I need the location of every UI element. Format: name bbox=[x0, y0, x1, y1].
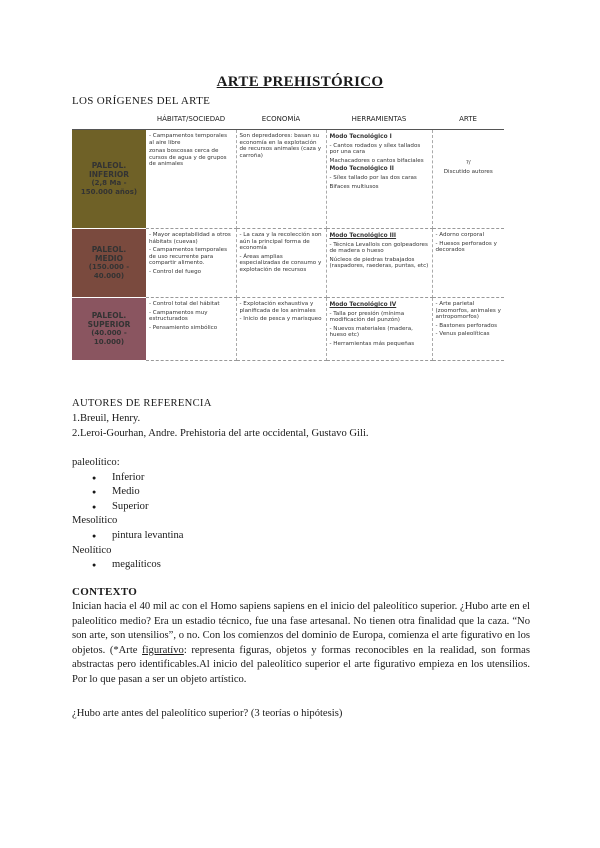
list-item: - Cantos rodados y sílex tallados por una cara bbox=[329, 142, 421, 156]
list-item: ● Inferior bbox=[92, 471, 183, 486]
figurativo-term: figuratívo bbox=[142, 644, 184, 656]
outline-paleolitico: paleolítico: bbox=[72, 457, 120, 468]
tech-mode-label: Modo Tecnológico I bbox=[329, 134, 392, 140]
period-sub: INFERIOR bbox=[88, 169, 130, 179]
header-blank bbox=[72, 108, 146, 130]
list-item: - Nuevos materiales (madera, hueso etc) bbox=[329, 325, 413, 339]
list-item: ● pintura levantina bbox=[92, 529, 183, 544]
list-item: - Mayor aceptabilidad a otros hábitats (cuevas) bbox=[149, 232, 231, 245]
list-item: Núcleos de piedras trabajados (raspadores, raederas, puntas, etc) bbox=[329, 256, 429, 270]
list-item: - Huesos perforados y decorados bbox=[435, 240, 497, 254]
list-item: - La caza y la recolección son aún la principal forma de economía bbox=[239, 232, 322, 252]
arte-cell bbox=[432, 298, 504, 361]
list-item: - Campamentos temporales de uso recurrente para compartir alimento. bbox=[149, 247, 227, 267]
table-header-row bbox=[72, 108, 504, 130]
header-arte: ARTE bbox=[432, 108, 504, 130]
list-item: - Inicio de pesca y marisqueo bbox=[239, 316, 322, 323]
list-item: - Campamentos temporales al aire libre bbox=[149, 133, 227, 146]
table-row bbox=[72, 298, 504, 361]
list-item: - Arte parietal (zoomorfos, animales y antropomorfos) bbox=[435, 301, 501, 321]
period-name: PALEOL. bbox=[91, 161, 127, 170]
reference-item: 2.Leroi-Gourhan, Andre. Prehistoria del arte occidental, Gustavo Gili. bbox=[72, 428, 369, 439]
references-heading: AUTORES DE REFERENCIA bbox=[72, 398, 212, 409]
herramientas-cell bbox=[326, 298, 432, 361]
references-list bbox=[72, 411, 369, 441]
period-cell bbox=[72, 298, 146, 361]
habitat-cell bbox=[146, 298, 236, 361]
list-item: - Campamentos muy estructurados bbox=[149, 309, 208, 323]
arte-cell bbox=[432, 229, 504, 298]
period-name: PALEOL. bbox=[91, 245, 127, 254]
period-range: (150.000 - 40.000) bbox=[88, 263, 130, 280]
list-item: - Venus paleolíticas bbox=[435, 331, 490, 338]
list-item: Son depredadores: basan su economía en la explotación de recursos animales (caza y carroña) bbox=[239, 133, 322, 159]
tech-mode-label: Modo Tecnológico III bbox=[329, 233, 397, 239]
list-item: ● megalíticos bbox=[92, 558, 183, 573]
table-row bbox=[72, 130, 504, 229]
list-item: - Explotación exhaustiva y planificada de los animales bbox=[239, 301, 316, 314]
list-item: - Talla por presión (mínima modificación del punzón) bbox=[329, 310, 405, 324]
list-item: - Herramientas más pequeñas bbox=[329, 340, 415, 347]
period-range: (2,8 Ma - 150.000 años) bbox=[80, 179, 138, 196]
economia-cell bbox=[236, 298, 326, 361]
list-item: - Control total del hábitat bbox=[149, 301, 220, 307]
herramientas-cell bbox=[326, 130, 432, 229]
list-item: Bifaces multiusos bbox=[329, 183, 379, 190]
period-cell bbox=[72, 130, 146, 229]
section-heading-origins: LOS ORÍGENES DEL ARTE bbox=[72, 95, 211, 107]
list-item: Discutido autores bbox=[443, 168, 493, 175]
outline-neolitico: Neolítico bbox=[72, 544, 112, 556]
list-item: - Adorno corporal bbox=[435, 232, 484, 238]
reference-item: 1.Breuil, Henry. bbox=[72, 413, 141, 424]
arte-cell bbox=[432, 130, 504, 229]
list-item: - Áreas amplias especializadas de consumo y explotación de recursos bbox=[239, 253, 322, 273]
list-item: - Pensamiento simbólico bbox=[149, 324, 218, 331]
period-cell bbox=[72, 229, 146, 298]
herramientas-cell bbox=[326, 229, 432, 298]
period-name: PALEOL. bbox=[91, 311, 127, 320]
list-item: - Control del fuego bbox=[149, 268, 202, 275]
period-range: (40.000 - 10.000) bbox=[91, 329, 127, 346]
list-item: ?/ bbox=[465, 160, 471, 166]
list-item: ● Superior bbox=[92, 500, 183, 515]
list-item: - Sílex tallado por las dos caras bbox=[329, 174, 417, 181]
list-item: - Bastones perforados bbox=[435, 322, 498, 329]
list-item: Machacadores o cantos bifaciales bbox=[329, 157, 424, 164]
page-title: ARTE PREHISTÓRICO bbox=[216, 74, 384, 90]
list-item: - Técnica Levallois con golpeadores de madera o hueso bbox=[329, 241, 428, 255]
habitat-cell bbox=[146, 229, 236, 298]
question-line: ¿Hubo arte antes del paleolítico superior? (3 teorías o hipótesis) bbox=[72, 708, 343, 719]
prehistory-table bbox=[72, 108, 504, 361]
tech-mode-label: Modo Tecnológico IV bbox=[329, 302, 397, 308]
habitat-cell bbox=[146, 130, 236, 229]
period-sub: MEDIO bbox=[95, 253, 123, 263]
period-outline bbox=[72, 456, 183, 573]
header-herramientas: HERRAMIENTAS bbox=[326, 108, 432, 130]
tech-mode-label: Modo Tecnológico II bbox=[329, 166, 394, 173]
economia-cell bbox=[236, 130, 326, 229]
outline-mesolitico: Mesolítico bbox=[72, 515, 118, 527]
table-row bbox=[72, 229, 504, 298]
context-paragraph: Inician hacia el 40 mil ac con el Homo sapiens sapiens en el inicio del paleolítico superior. ¿Hubo arte en el paleolítico medio? Era un estadio técnico, fue una fase artesanal. No tienen otra finalidad que la caza. “No son arte, son utensilios”, o no. Con los comienzos del dominio de Europa, comienza el arte figurativo en los objetos. (*Arte figuratívo: representa figuras, objetos y formas reconocibles en la realidad, son formas abstractas pero identificables.Al inicio del paleolítico superior el arte figurativo empieza en los utensilios. Por lo que pasan a ser un objeto artístico. bbox=[72, 601, 530, 685]
header-economia: ECONOMÍA bbox=[236, 108, 326, 130]
context-heading: CONTEXTO bbox=[72, 586, 138, 598]
period-sub: SUPERIOR bbox=[87, 319, 131, 329]
list-item: ● Medio bbox=[92, 485, 183, 500]
header-habitat: HÁBITAT/SOCIEDAD bbox=[146, 108, 236, 130]
list-item: zonas boscosas cerca de cursos de agua y de grupos de animales bbox=[149, 148, 227, 168]
economia-cell bbox=[236, 229, 326, 298]
